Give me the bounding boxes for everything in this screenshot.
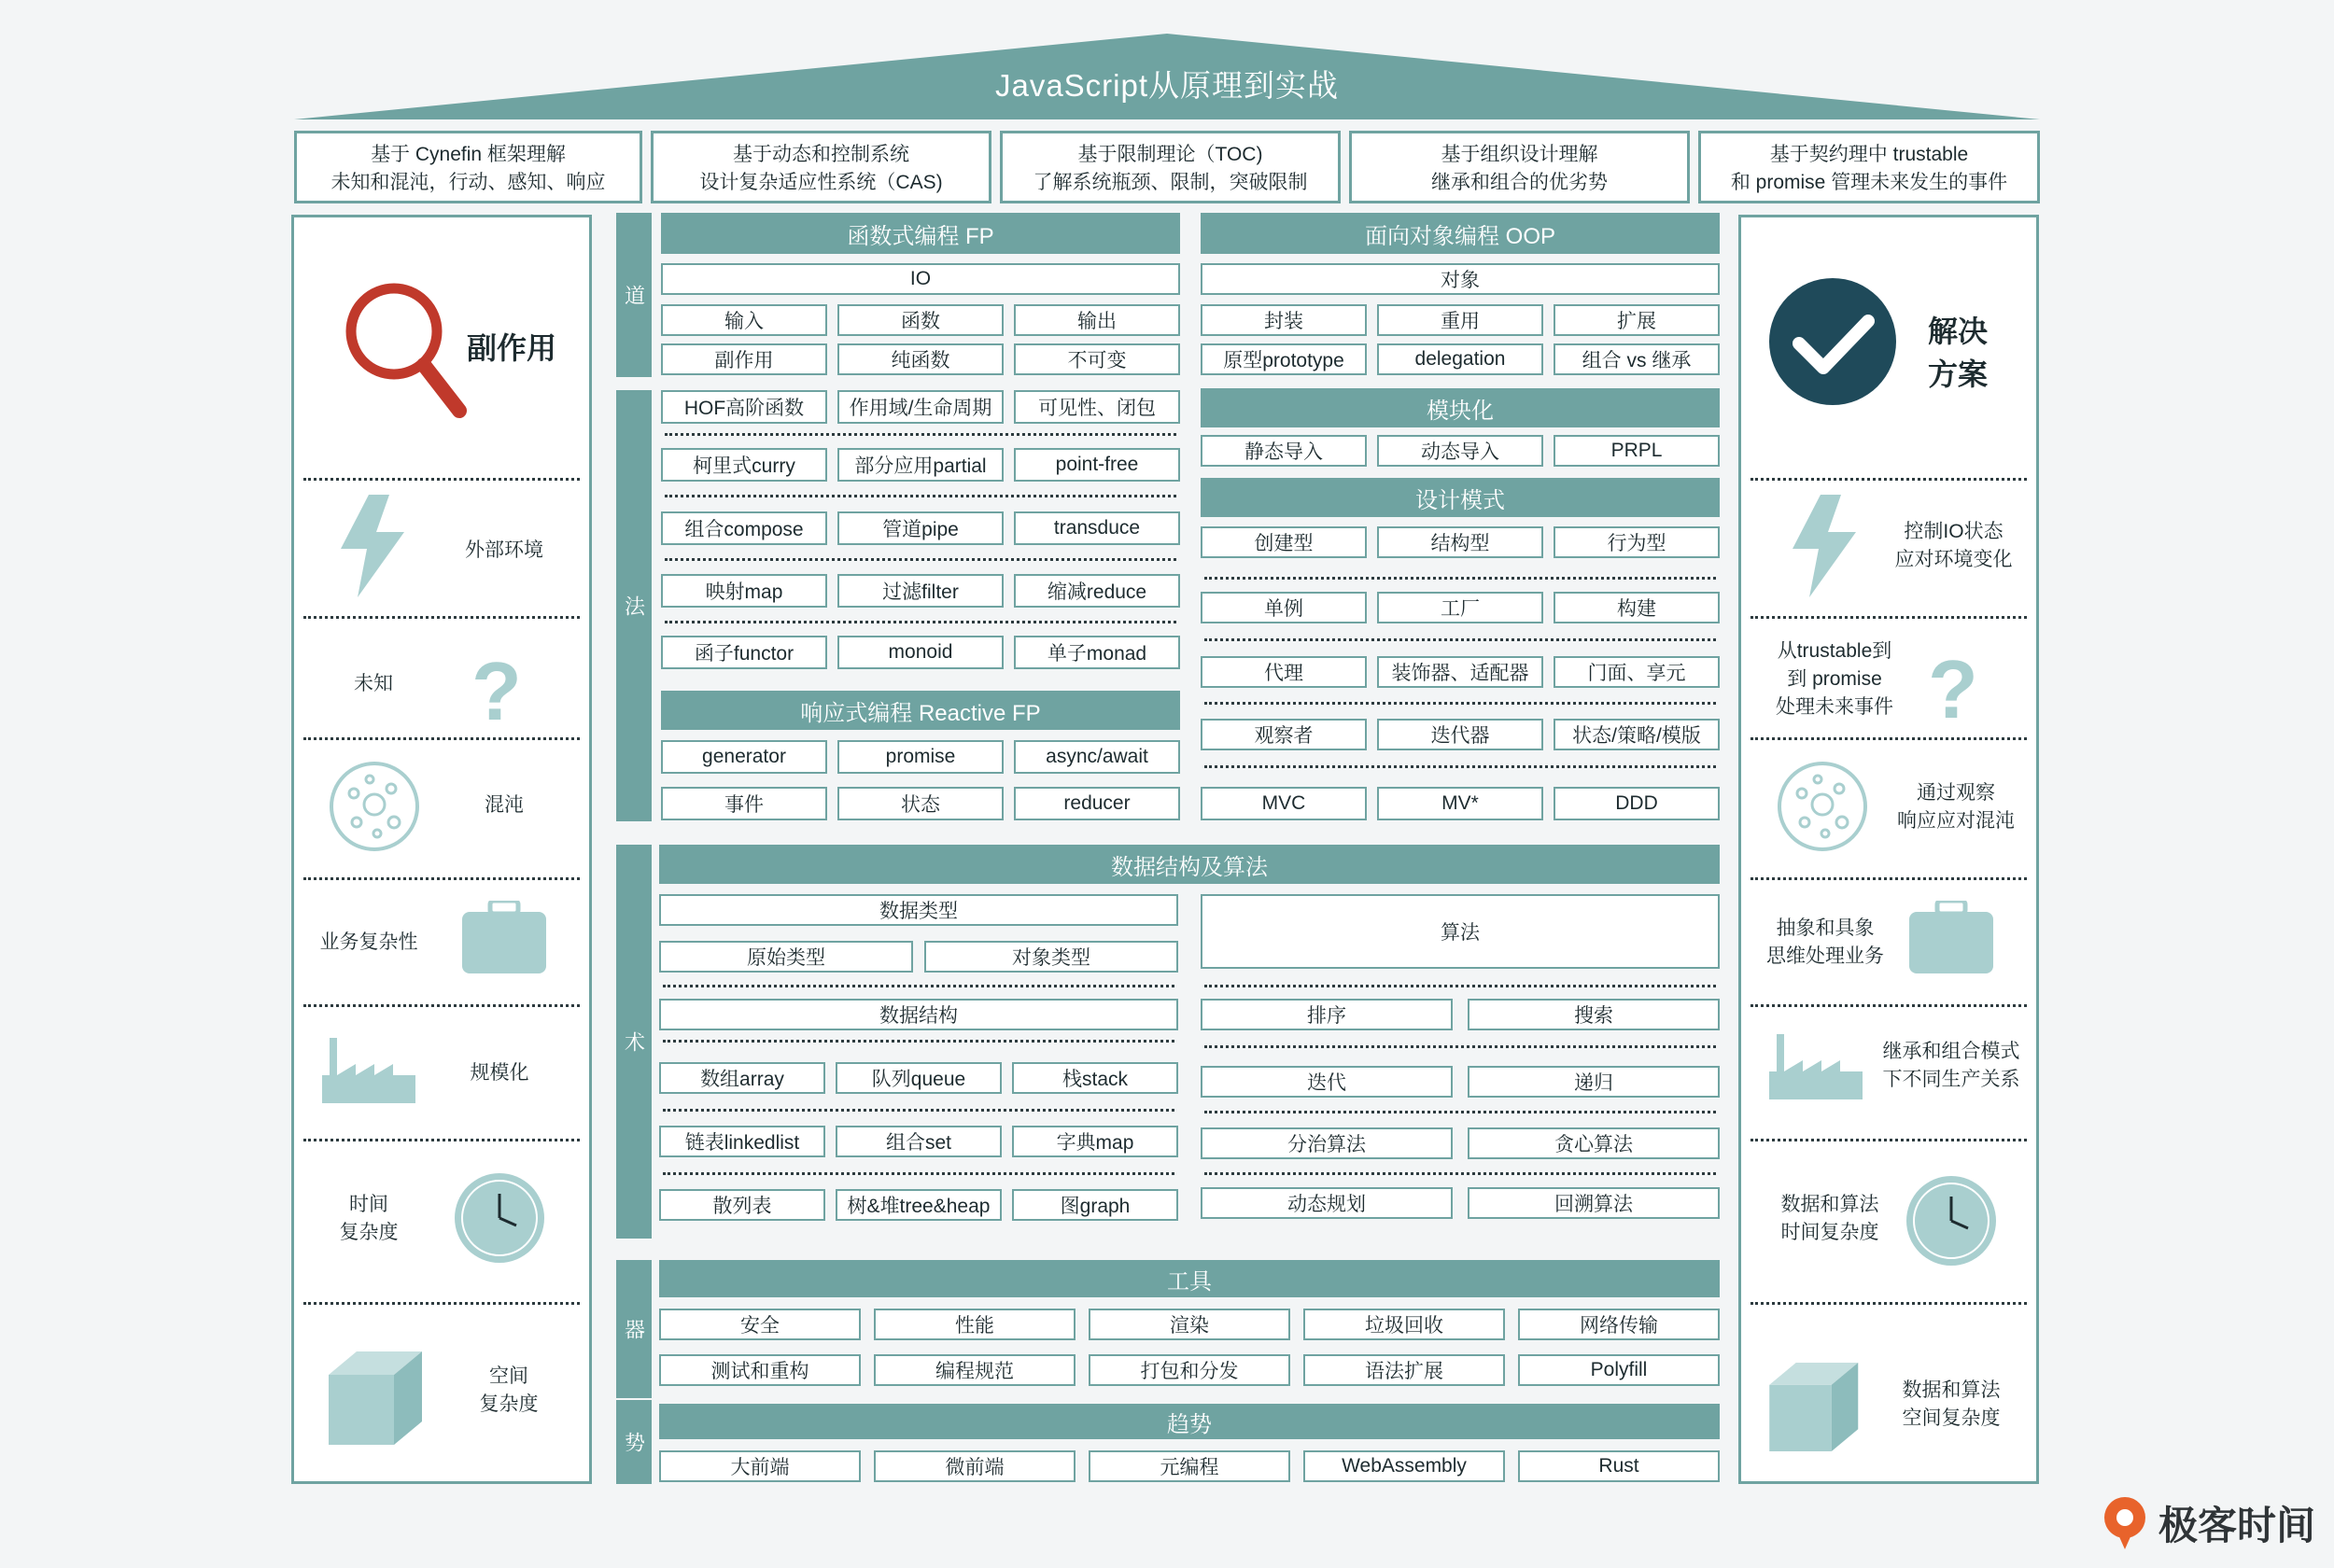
tools-cell: 性能 xyxy=(874,1309,1076,1340)
brand-logo xyxy=(2101,1495,2315,1551)
top-box-line-1: 基于组织设计理解 xyxy=(1441,144,1598,165)
tools-header: 工具 xyxy=(659,1260,1720,1297)
pattern-cell: 创建型 xyxy=(1201,526,1367,558)
pattern-cell: 单例 xyxy=(1201,592,1367,623)
divider xyxy=(663,985,1174,987)
ds-type-cell: 对象类型 xyxy=(924,941,1178,973)
tools-cell: 测试和重构 xyxy=(659,1354,861,1386)
tools-cell: 打包和分发 xyxy=(1089,1354,1290,1386)
fp-fa-cell: transduce xyxy=(1014,511,1180,545)
pattern-cell: 构建 xyxy=(1554,592,1720,623)
pattern-header: 设计模式 xyxy=(1201,478,1720,517)
algo-cell: 迭代 xyxy=(1201,1066,1453,1098)
briefcase-icon xyxy=(462,901,546,975)
divider xyxy=(1204,1045,1716,1048)
fp-cell: 输出 xyxy=(1014,304,1180,336)
ds-struct-cell: 图graph xyxy=(1012,1189,1178,1221)
ds-type-cell: 原始类型 xyxy=(659,941,913,973)
pattern-cell: 代理 xyxy=(1201,656,1367,688)
divider xyxy=(1204,765,1716,768)
divider xyxy=(1750,1139,2027,1141)
divider xyxy=(1204,985,1716,987)
lightning-icon xyxy=(1793,495,1858,597)
module-cell: 静态导入 xyxy=(1201,435,1367,467)
top-box-line-1: 基于动态和控制系统 xyxy=(733,144,909,165)
divider xyxy=(1204,1172,1716,1175)
module-cell: PRPL xyxy=(1554,435,1720,467)
left-item-time: 时间 复杂度 xyxy=(339,1194,399,1243)
ds-struct-cell: 散列表 xyxy=(659,1189,825,1221)
top-box-cynefin xyxy=(294,131,642,203)
algo-cell: 递归 xyxy=(1468,1066,1720,1098)
label-shi: 势 xyxy=(616,1400,652,1484)
trend-cell: Rust xyxy=(1518,1450,1720,1482)
divider xyxy=(303,1139,580,1141)
divider xyxy=(665,558,1176,561)
divider xyxy=(303,737,580,740)
oop-object: 对象 xyxy=(1201,263,1720,295)
ds-struct-cell: 链表linkedlist xyxy=(659,1126,825,1157)
top-box-toc xyxy=(1000,131,1341,203)
tools-cell: 安全 xyxy=(659,1309,861,1340)
reactive-cell: reducer xyxy=(1014,787,1180,820)
divider xyxy=(1750,478,2027,481)
top-box-contract xyxy=(1698,131,2040,203)
left-item-chaos: 混沌 xyxy=(485,794,524,816)
module-header: 模块化 xyxy=(1201,388,1720,427)
right-item-promise: 从trustable到 到 promise 处理未来事件 xyxy=(1776,640,1893,718)
label-fa: 法 xyxy=(616,390,652,821)
left-item-scale: 规模化 xyxy=(470,1062,529,1084)
top-box-cas xyxy=(651,131,991,203)
pattern-cell: 工厂 xyxy=(1377,592,1543,623)
algo-box: 算法 xyxy=(1201,894,1720,969)
ds-header: 数据结构及算法 xyxy=(659,845,1720,884)
pattern-cell: 状态/策略/模版 xyxy=(1554,719,1720,750)
divider xyxy=(665,495,1176,497)
top-box-line-2: 继承和组合的优劣势 xyxy=(1431,172,1608,193)
clock-icon xyxy=(453,1171,546,1265)
magnifier-icon xyxy=(338,275,469,420)
divider xyxy=(1750,737,2027,740)
algo-cell: 回溯算法 xyxy=(1468,1187,1720,1219)
fp-cell: 函数 xyxy=(837,304,1004,336)
clock-icon xyxy=(1905,1174,1998,1267)
ds-struct-cell: 队列queue xyxy=(836,1062,1002,1094)
cube-icon xyxy=(329,1351,431,1445)
fp-fa-cell: 映射map xyxy=(661,574,827,608)
oop-cell: delegation xyxy=(1377,343,1543,375)
lightning-icon xyxy=(341,495,406,597)
question-icon: ? xyxy=(1928,643,1978,735)
ds-types: 数据类型 xyxy=(659,894,1178,926)
ds-struct-cell: 数组array xyxy=(659,1062,825,1094)
right-item-io: 控制IO状态 应对环境变化 xyxy=(1894,521,2013,570)
fp-fa-cell: 部分应用partial xyxy=(837,448,1004,482)
algo-cell: 搜索 xyxy=(1468,999,1720,1030)
divider xyxy=(1750,616,2027,619)
fp-fa-cell: 缩减reduce xyxy=(1014,574,1180,608)
fp-io: IO xyxy=(661,263,1180,295)
divider xyxy=(1750,1302,2027,1305)
tools-cell: 语法扩展 xyxy=(1303,1354,1505,1386)
fp-fa-cell: 单子monad xyxy=(1014,636,1180,669)
left-item-business: 业务复杂性 xyxy=(319,931,418,953)
label-shu: 术 xyxy=(616,845,652,1239)
right-item-inherit: 继承和组合模式 下不同生产关系 xyxy=(1882,1041,2020,1090)
page-title: JavaScript从原理到实战 xyxy=(994,68,1340,103)
fp-fa-cell: 管道pipe xyxy=(837,511,1004,545)
divider xyxy=(1204,702,1716,705)
right-item-observe: 通过观察 响应应对混沌 xyxy=(1897,782,2015,832)
top-box-line-1: 基于契约理中 trustable xyxy=(1769,144,1969,165)
fp-fa-cell: 柯里式curry xyxy=(661,448,827,482)
briefcase-icon xyxy=(1909,901,1993,975)
tools-cell: 网络传输 xyxy=(1518,1309,1720,1340)
divider xyxy=(663,1172,1174,1175)
right-item-abstract: 抽象和具象 思维处理业务 xyxy=(1766,917,1884,967)
fp-fa-cell: 组合compose xyxy=(661,511,827,545)
tools-cell: 编程规范 xyxy=(874,1354,1076,1386)
label-dao: 道 xyxy=(616,213,652,377)
left-head-title: 副作用 xyxy=(467,331,557,365)
top-box-line-2: 未知和混沌，行动、感知、响应 xyxy=(330,172,606,193)
top-box-org xyxy=(1349,131,1690,203)
oop-cell: 扩展 xyxy=(1554,304,1720,336)
divider xyxy=(1750,877,2027,880)
divider xyxy=(663,1109,1174,1112)
chaos-icon xyxy=(329,761,420,852)
trend-cell: 大前端 xyxy=(659,1450,861,1482)
brand-name: 极客时间 xyxy=(2158,1504,2315,1547)
divider xyxy=(1204,1111,1716,1113)
fp-cell: 不可变 xyxy=(1014,343,1180,375)
fp-fa-cell: 函子functor xyxy=(661,636,827,669)
divider xyxy=(1204,638,1716,641)
trend-cell: 微前端 xyxy=(874,1450,1076,1482)
divider xyxy=(303,1302,580,1305)
algo-cell: 动态规划 xyxy=(1201,1187,1453,1219)
fp-fa-cell: 作用域/生命周期 xyxy=(837,390,1004,424)
label-qi: 器 xyxy=(616,1260,652,1398)
ds-struct-cell: 组合set xyxy=(836,1126,1002,1157)
right-head-title: 解决 方案 xyxy=(1928,315,1989,391)
pattern-cell: DDD xyxy=(1554,787,1720,820)
divider xyxy=(303,478,580,481)
left-item-unknown: 未知 xyxy=(354,673,393,694)
right-item-time: 数据和算法 时间复杂度 xyxy=(1780,1194,1879,1243)
tools-cell: Polyfill xyxy=(1518,1354,1720,1386)
oop-header: 面向对象编程 OOP xyxy=(1201,213,1720,254)
pattern-cell: 观察者 xyxy=(1201,719,1367,750)
divider xyxy=(1204,577,1716,580)
ds-struct-cell: 栈stack xyxy=(1012,1062,1178,1094)
ds-structures: 数据结构 xyxy=(659,999,1178,1030)
pattern-cell: 行为型 xyxy=(1554,526,1720,558)
ds-struct-cell: 树&堆tree&heap xyxy=(836,1189,1002,1221)
top-box-line-2: 和 promise 管理未来发生的事件 xyxy=(1730,172,2008,193)
divider xyxy=(1750,1004,2027,1007)
divider xyxy=(303,877,580,880)
reactive-cell: generator xyxy=(661,740,827,774)
pattern-cell: 门面、享元 xyxy=(1554,656,1720,688)
factory-icon xyxy=(1769,1034,1863,1099)
divider xyxy=(665,433,1176,436)
pattern-cell: 装饰器、适配器 xyxy=(1377,656,1543,688)
left-item-space: 空间 复杂度 xyxy=(479,1365,539,1415)
fp-header: 函数式编程 FP xyxy=(661,213,1180,254)
trend-header: 趋势 xyxy=(659,1404,1720,1439)
brand-mark-icon xyxy=(2101,1495,2149,1551)
top-box-line-1: 基于 Cynefin 框架理解 xyxy=(371,144,566,165)
trend-cell: 元编程 xyxy=(1089,1450,1290,1482)
pattern-cell: 结构型 xyxy=(1377,526,1543,558)
algo-cell: 贪心算法 xyxy=(1468,1127,1720,1159)
factory-icon xyxy=(322,1038,415,1103)
top-box-line-2: 了解系统瓶颈、限制，突破限制 xyxy=(1033,172,1308,193)
question-icon: ? xyxy=(471,645,522,737)
fp-fa-cell: monoid xyxy=(837,636,1004,669)
ds-struct-cell: 字典map xyxy=(1012,1126,1178,1157)
cube-icon xyxy=(1769,1363,1867,1451)
trend-cell: WebAssembly xyxy=(1303,1450,1505,1482)
fp-fa-cell: point-free xyxy=(1014,448,1180,482)
fp-cell: 副作用 xyxy=(661,343,827,375)
left-item-env: 外部环境 xyxy=(465,539,543,561)
divider xyxy=(303,1004,580,1007)
top-box-line-2: 设计复杂适应性系统（CAS) xyxy=(699,172,943,193)
reactive-cell: promise xyxy=(837,740,1004,774)
algo-cell: 排序 xyxy=(1201,999,1453,1030)
reactive-cell: 事件 xyxy=(661,787,827,820)
oop-cell: 封装 xyxy=(1201,304,1367,336)
fp-cell: 纯函数 xyxy=(837,343,1004,375)
fp-cell: 输入 xyxy=(661,304,827,336)
tools-cell: 垃圾回收 xyxy=(1303,1309,1505,1340)
divider xyxy=(663,1040,1174,1043)
reactive-cell: async/await xyxy=(1014,740,1180,774)
algo-cell: 分治算法 xyxy=(1201,1127,1453,1159)
checkmark-icon xyxy=(1767,276,1898,407)
reactive-cell: 状态 xyxy=(837,787,1004,820)
fp-fa-cell: HOF高阶函数 xyxy=(661,390,827,424)
oop-cell: 重用 xyxy=(1377,304,1543,336)
oop-cell: 组合 vs 继承 xyxy=(1554,343,1720,375)
module-cell: 动态导入 xyxy=(1377,435,1543,467)
divider xyxy=(303,616,580,619)
tools-cell: 渲染 xyxy=(1089,1309,1290,1340)
reactive-header: 响应式编程 Reactive FP xyxy=(661,691,1180,730)
chaos-icon xyxy=(1777,761,1868,852)
pattern-cell: 迭代器 xyxy=(1377,719,1543,750)
fp-fa-cell: 过滤filter xyxy=(837,574,1004,608)
pattern-cell: MV* xyxy=(1377,787,1543,820)
right-item-space: 数据和算法 空间复杂度 xyxy=(1902,1379,2001,1429)
divider xyxy=(665,621,1176,623)
fp-fa-cell: 可见性、闭包 xyxy=(1014,390,1180,424)
pattern-cell: MVC xyxy=(1201,787,1367,820)
top-box-line-1: 基于限制理论（TOC) xyxy=(1077,144,1263,165)
oop-cell: 原型prototype xyxy=(1201,343,1367,375)
